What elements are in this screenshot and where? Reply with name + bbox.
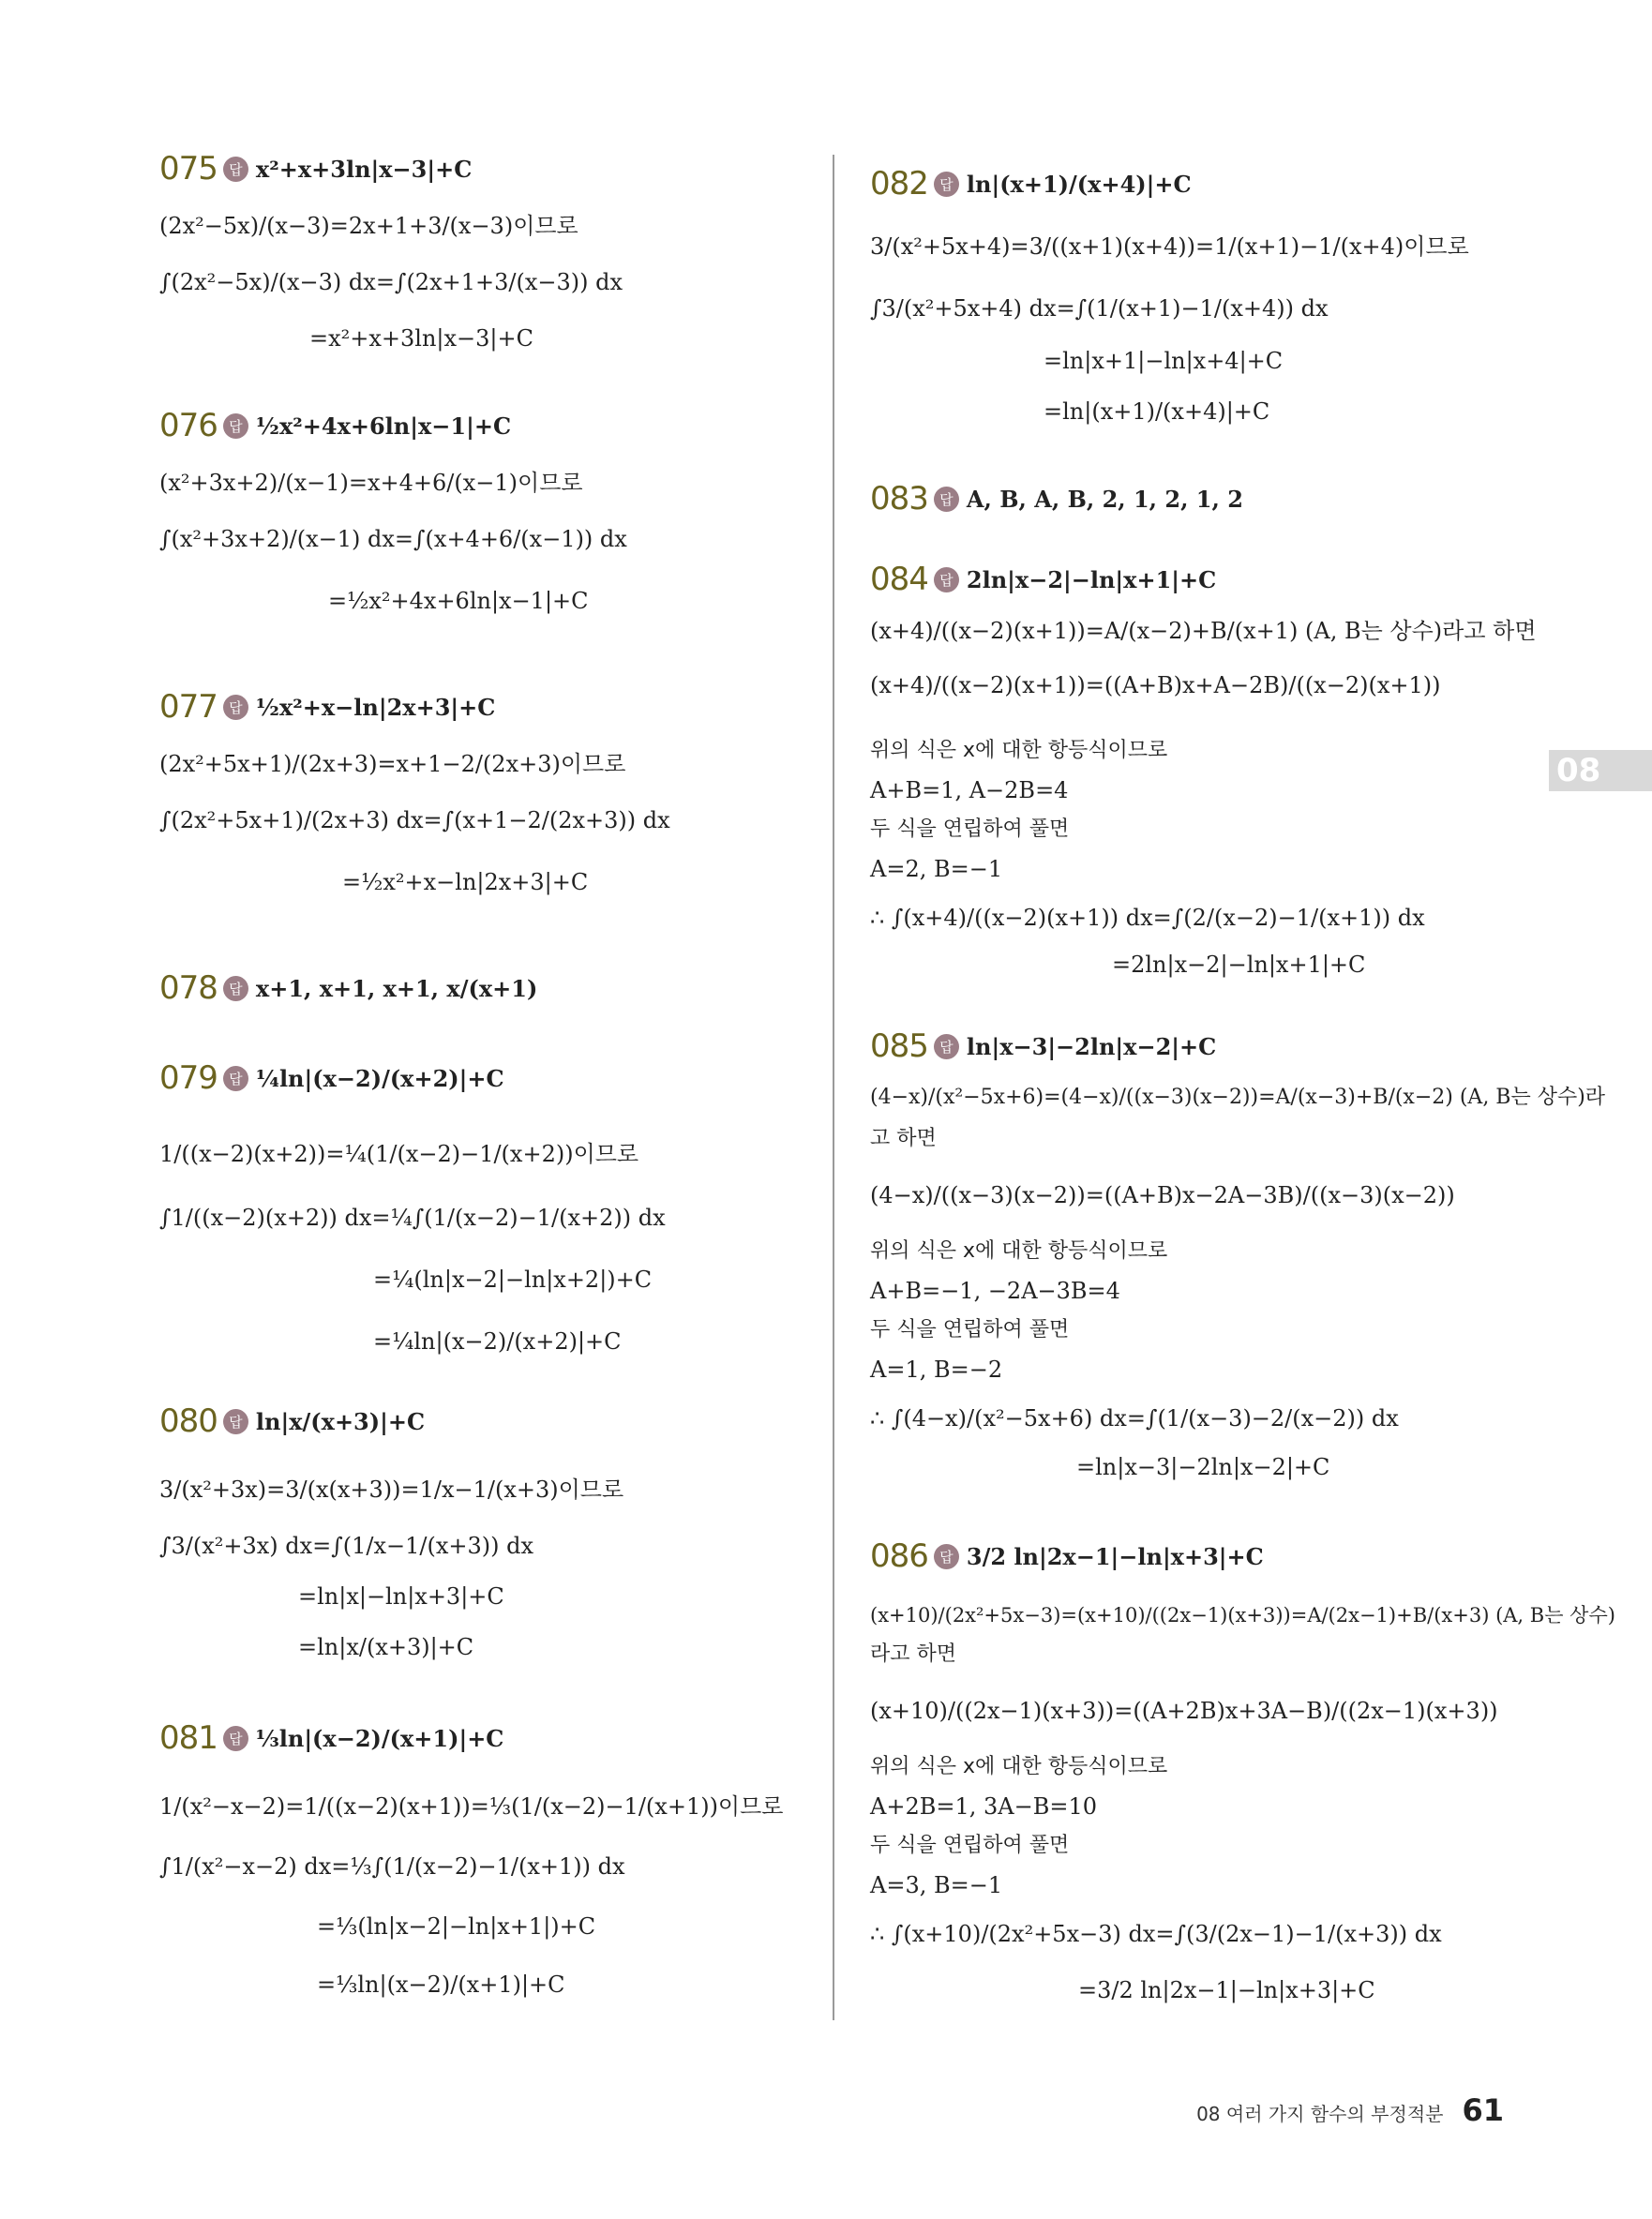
solution-line: 두 식을 연립하여 풀면 [870, 817, 1070, 841]
solution-line: =¼(ln|x−2|−ln|x+2|)+C [373, 1267, 653, 1293]
problem-086 [870, 1534, 1615, 2003]
answer-badge: 답 [934, 1544, 959, 1569]
solution-line: 1/((x−2)(x+2))=¼(1/(x−2)−1/(x+2))이므로 [159, 1141, 639, 1167]
solution-line: A=2, B=−1 [870, 856, 1003, 882]
solution-line: ∴ ∫(x+4)/((x−2)(x+1)) dx=∫(2/(x−2)−1/(x+1)) dx [870, 905, 1425, 931]
problem-header [159, 1056, 834, 1101]
solution-line: (x+10)/(2x²+5x−3)=(x+10)/((2x−1)(x+3))=A/(2x−1)+B/(x+3) (A, B는 상수) [870, 1604, 1615, 1627]
solution-line: 위의 식은 x에 대한 항등식이므로 [870, 1755, 1168, 1778]
problem-header [870, 557, 1545, 602]
solution-line: ∫(x²+3x+2)/(x−1) dx=∫(x+4+6/(x−1)) dx [159, 526, 627, 552]
solution-line: 3/(x²+5x+4)=3/((x+1)(x+4))=1/(x+1)−1/(x+4)이므로 [870, 233, 1469, 260]
solution-line: =ln|(x+1)/(x+4)|+C [1044, 398, 1270, 425]
solution-line: (4−x)/(x²−5x+6)=(4−x)/((x−3)(x−2))=A/(x−3)+B/(x−2) (A, B는 상수)라 [870, 1086, 1606, 1109]
solution-line: 두 식을 연립하여 풀면 [870, 1834, 1070, 1857]
answer-text: ½x²+4x+6ln|x−1|+C [255, 412, 512, 440]
problem-number: 076 [159, 407, 218, 444]
solution-line: A=3, B=−1 [870, 1872, 1003, 1898]
solution-line: A=1, B=−2 [870, 1357, 1003, 1383]
answer-text: 3/2 ln|2x−1|−ln|x+3|+C [966, 1542, 1264, 1570]
solution-line: =⅓(ln|x−2|−ln|x+1|)+C [317, 1913, 596, 1940]
solution-line: =ln|x|−ln|x+3|+C [298, 1583, 504, 1610]
answer-text: ¼ln|(x−2)/(x+2)|+C [255, 1064, 504, 1092]
problem-header [870, 161, 1545, 206]
solution-line: A+2B=1, 3A−B=10 [870, 1793, 1097, 1820]
problem-number: 081 [159, 1719, 218, 1757]
solution-line: (x+4)/((x−2)(x+1))=A/(x−2)+B/(x+1) (A, B는 상수)라고 하면 [870, 618, 1537, 644]
solution-line: ∴ ∫(4−x)/(x²−5x+6) dx=∫(1/(x−3)−2/(x−2)) dx [870, 1405, 1399, 1432]
solution-line: (2x²+5x+1)/(2x+3)=x+1−2/(2x+3)이므로 [159, 751, 626, 777]
solution-line: ∫3/(x²+3x) dx=∫(1/x−1/(x+3)) dx [159, 1533, 534, 1559]
chapter-side-tab-number: 08 [1556, 752, 1601, 789]
answer-badge: 답 [223, 157, 248, 182]
problem-075 [159, 146, 834, 352]
answer-text: ln|x/(x+3)|+C [255, 1407, 426, 1435]
answer-badge: 답 [223, 1726, 248, 1751]
solution-line: =3/2 ln|2x−1|−ln|x+3|+C [1078, 1977, 1375, 2003]
solution-line: ∫1/((x−2)(x+2)) dx=¼∫(1/(x−2)−1/(x+2)) dx [159, 1205, 666, 1231]
solution-line: ∫(2x²−5x)/(x−3) dx=∫(2x+1+3/(x−3)) dx [159, 269, 623, 295]
solution-line: ∫3/(x²+5x+4) dx=∫(1/(x+1)−1/(x+4)) dx [870, 295, 1329, 322]
problem-header [159, 1399, 834, 1444]
answer-text: 2ln|x−2|−ln|x+1|+C [966, 565, 1217, 593]
solution-line: ∴ ∫(x+10)/(2x²+5x−3) dx=∫(3/(2x−1)−1/(x+3)) dx [870, 1921, 1442, 1947]
answer-badge: 답 [223, 976, 248, 1001]
answer-badge: 답 [934, 487, 959, 512]
solution-line: ∫(2x²+5x+1)/(2x+3) dx=∫(x+1−2/(2x+3)) dx [159, 807, 670, 833]
problem-header [870, 476, 1545, 521]
answer-badge: 답 [934, 567, 959, 592]
problem-081 [159, 1716, 834, 1998]
solution-line: (4−x)/((x−3)(x−2))=((A+B)x−2A−3B)/((x−3)(x−2)) [870, 1182, 1455, 1208]
problem-number: 079 [159, 1059, 218, 1097]
problem-number: 082 [870, 165, 928, 202]
solution-line: 위의 식은 x에 대한 항등식이므로 [870, 1239, 1168, 1263]
problem-082 [870, 161, 1545, 425]
solution-line: 고 하면 [870, 1127, 937, 1150]
solution-line: (x²+3x+2)/(x−1)=x+4+6/(x−1)이므로 [159, 470, 583, 496]
answer-text: ln|x−3|−2ln|x−2|+C [966, 1032, 1217, 1060]
solution-line: =¼ln|(x−2)/(x+2)|+C [373, 1328, 622, 1355]
solution-line: =x²+x+3ln|x−3|+C [309, 325, 533, 352]
problem-085 [870, 1024, 1606, 1480]
solution-line: (2x²−5x)/(x−3)=2x+1+3/(x−3)이므로 [159, 213, 578, 239]
solution-line: A+B=−1, −2A−3B=4 [870, 1278, 1120, 1304]
solution-line: =⅓ln|(x−2)/(x+1)|+C [317, 1972, 565, 1998]
solution-line: 위의 식은 x에 대한 항등식이므로 [870, 739, 1168, 762]
solution-line: =½x²+4x+6ln|x−1|+C [328, 588, 589, 614]
answer-text: ½x²+x−ln|2x+3|+C [255, 693, 496, 721]
answer-badge: 답 [934, 1034, 959, 1059]
answer-badge: 답 [934, 172, 959, 197]
solution-line: =ln|x/(x+3)|+C [298, 1634, 474, 1660]
solution-line: (x+10)/((2x−1)(x+3))=((A+2B)x+3A−B)/((2x−1)(x+3)) [870, 1698, 1498, 1724]
problem-number: 075 [159, 150, 218, 187]
answer-text: ⅓ln|(x−2)/(x+1)|+C [255, 1724, 504, 1752]
solution-line: =½x²+x−ln|2x+3|+C [342, 869, 589, 895]
answer-text: x²+x+3ln|x−3|+C [255, 155, 473, 183]
solution-line: =ln|x−3|−2ln|x−2|+C [1076, 1454, 1330, 1480]
problem-header [870, 1024, 1545, 1069]
problem-number: 083 [870, 480, 928, 517]
solution-line: 1/(x²−x−2)=1/((x−2)(x+1))=⅓(1/(x−2)−1/(x+1))이므로 [159, 1793, 784, 1820]
problem-077 [159, 684, 834, 895]
problem-076 [159, 403, 834, 614]
solution-line: 라고 하면 [870, 1642, 957, 1666]
problem-number: 078 [159, 969, 218, 1007]
solution-line: (x+4)/((x−2)(x+1))=((A+B)x+A−2B)/((x−2)(x+1)) [870, 672, 1441, 698]
problem-header [159, 966, 834, 1011]
solution-line: =2ln|x−2|−ln|x+1|+C [1112, 952, 1366, 978]
problem-079 [159, 1056, 834, 1355]
answer-badge: 답 [223, 695, 248, 720]
problem-header [159, 684, 834, 729]
answer-badge: 답 [223, 1066, 248, 1091]
problem-084 [870, 557, 1545, 978]
problem-078 [159, 966, 834, 1011]
problem-header [870, 1534, 1545, 1579]
problem-number: 080 [159, 1402, 218, 1440]
problem-number: 085 [870, 1027, 928, 1065]
footer-chapter-title: 08 여러 가지 함수의 부정적분 [1196, 2103, 1444, 2125]
solution-line: ∫1/(x²−x−2) dx=⅓∫(1/(x−2)−1/(x+1)) dx [159, 1853, 625, 1880]
solution-line: A+B=1, A−2B=4 [870, 777, 1069, 803]
solution-line: 3/(x²+3x)=3/(x(x+3))=1/x−1/(x+3)이므로 [159, 1477, 624, 1503]
page-footer [1196, 2092, 1504, 2128]
problem-header [159, 403, 834, 448]
answer-badge: 답 [223, 413, 248, 439]
problem-number: 086 [870, 1537, 928, 1575]
answer-text: x+1, x+1, x+1, x/(x+1) [255, 974, 538, 1002]
answer-text: A, B, A, B, 2, 1, 2, 1, 2 [966, 485, 1243, 513]
problem-080 [159, 1399, 834, 1660]
problem-header [159, 1716, 834, 1761]
problem-083 [870, 476, 1545, 521]
solution-line: 두 식을 연립하여 풀면 [870, 1318, 1070, 1342]
page-number: 61 [1462, 2092, 1504, 2128]
answer-text: ln|(x+1)/(x+4)|+C [966, 170, 1192, 198]
problem-number: 077 [159, 688, 218, 726]
solution-line: =ln|x+1|−ln|x+4|+C [1044, 348, 1284, 374]
answer-badge: 답 [223, 1409, 248, 1434]
problem-number: 084 [870, 561, 928, 598]
problem-header [159, 146, 834, 191]
